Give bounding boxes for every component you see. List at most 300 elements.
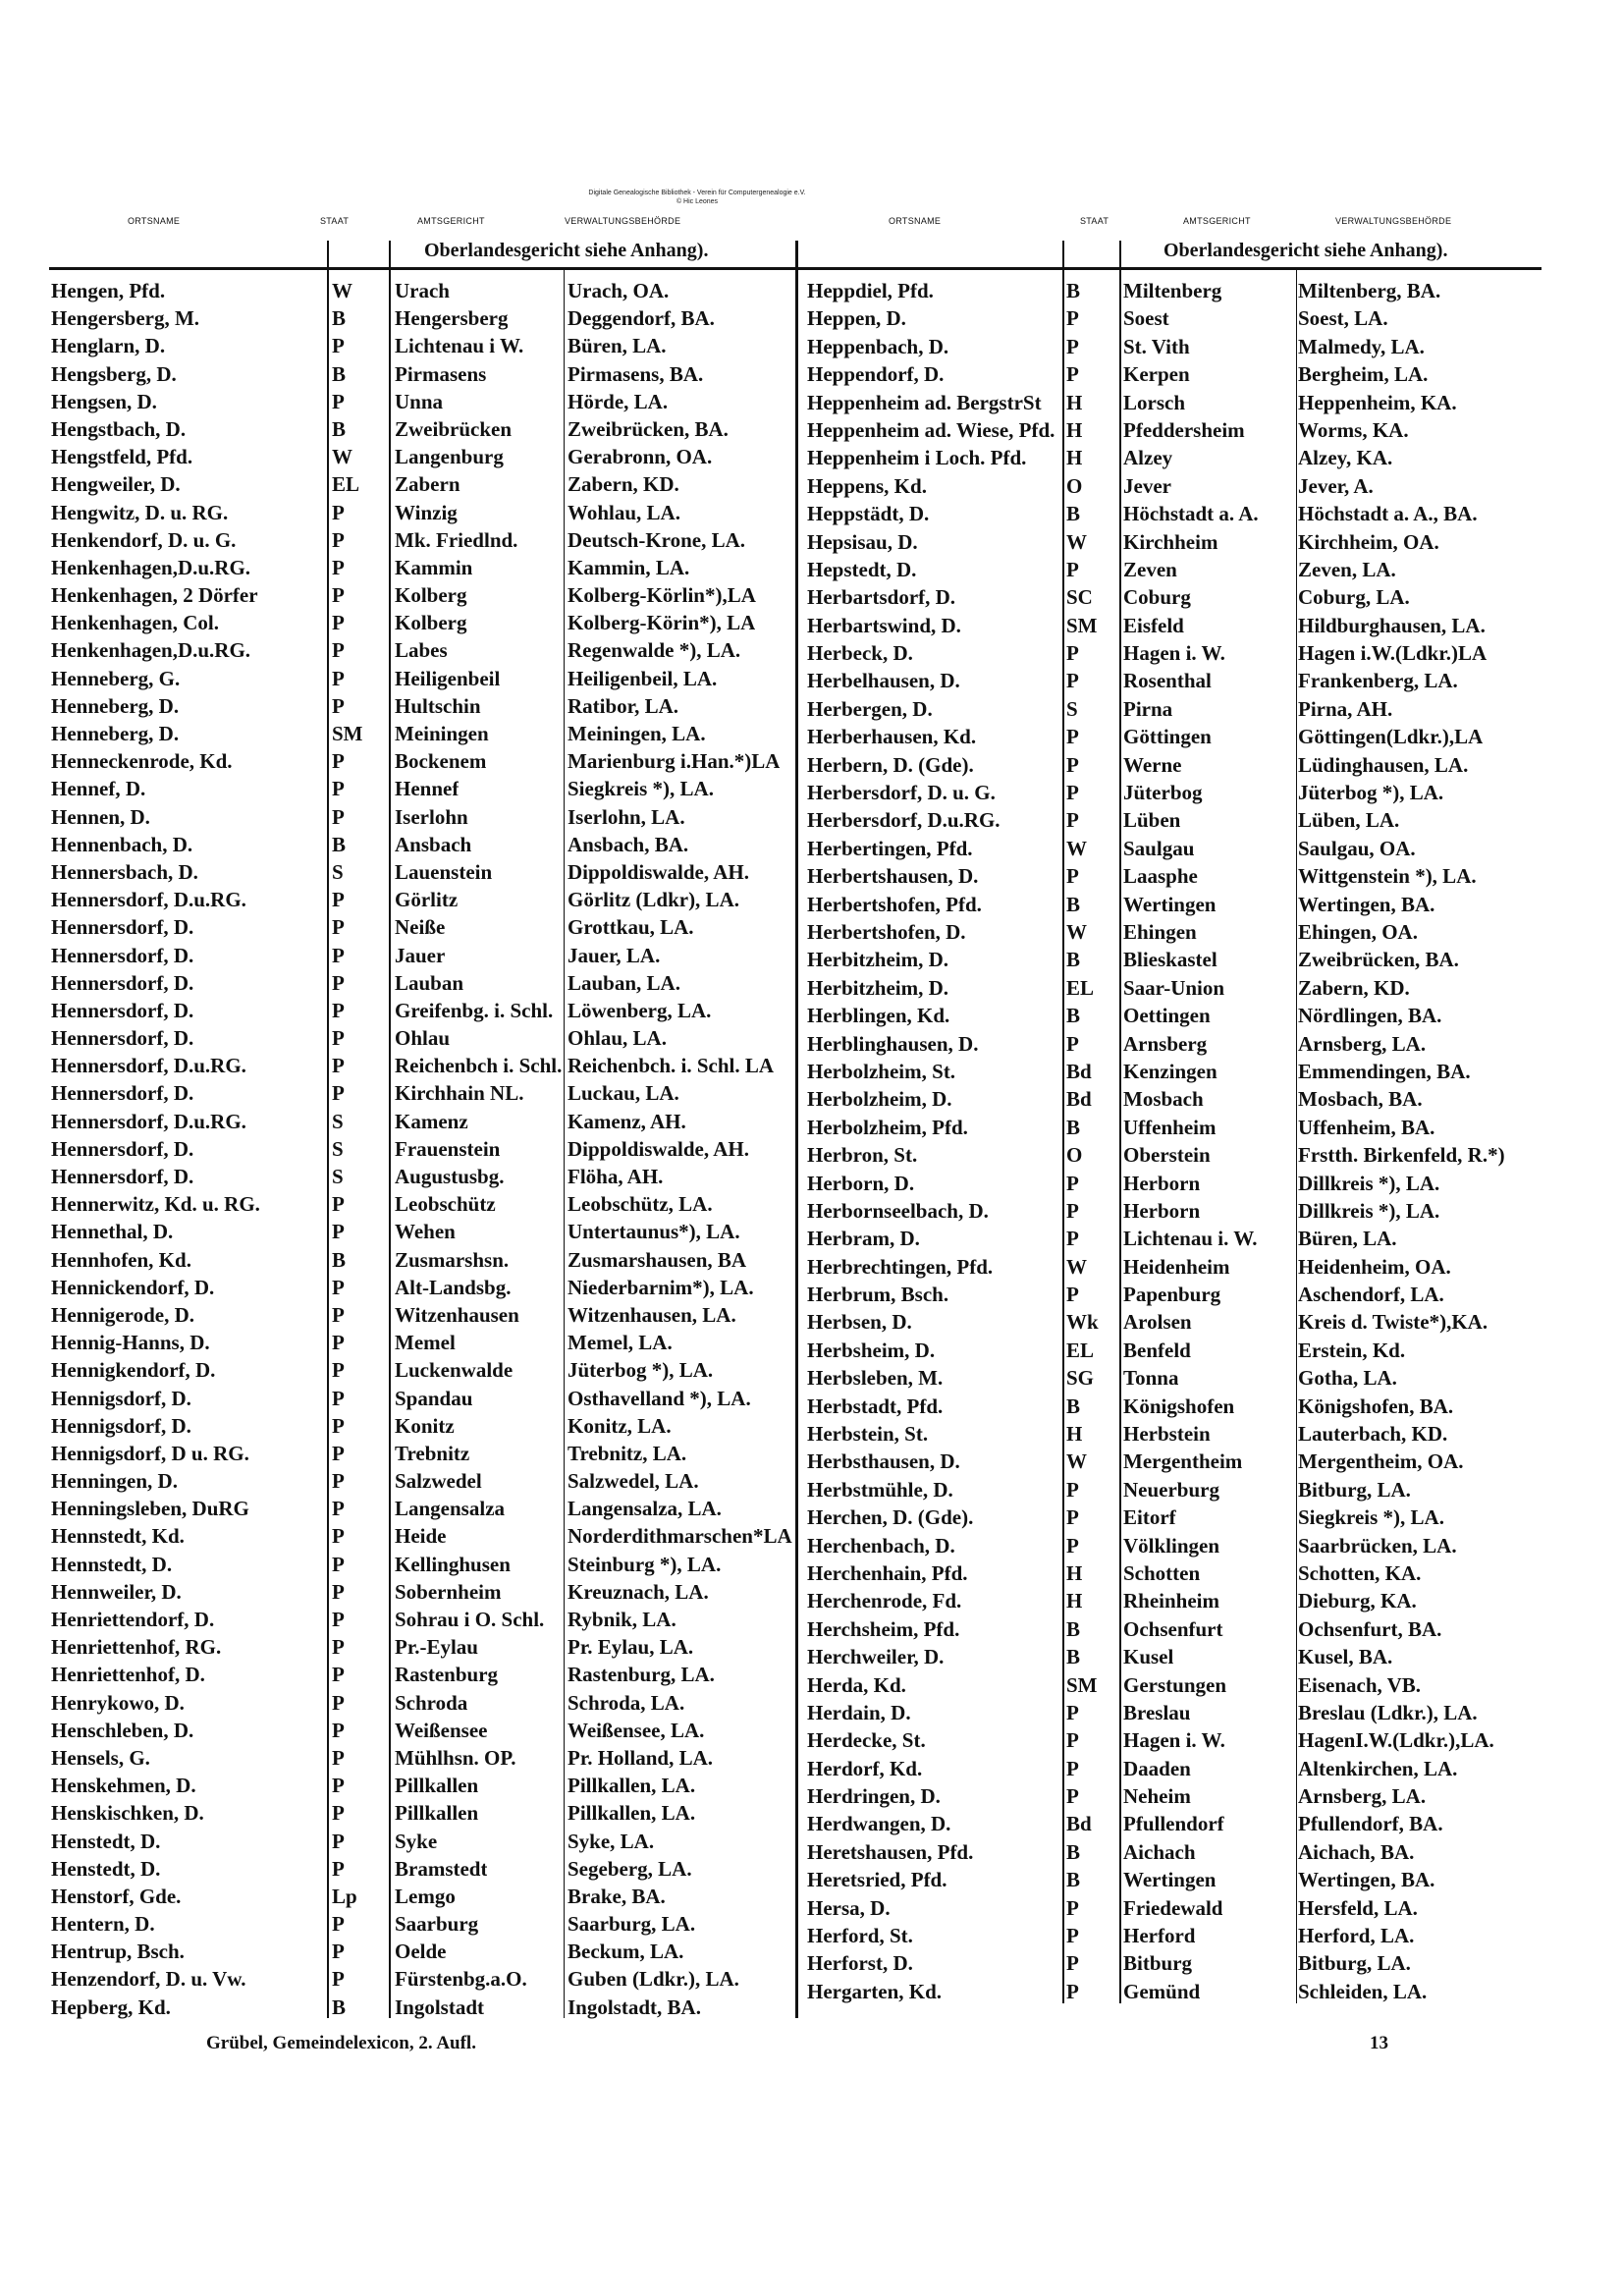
table-row xyxy=(807,444,1543,471)
cell-amtsgericht: Zusmarshsn. xyxy=(395,1247,510,1272)
cell-amtsgericht: Lauenstein xyxy=(395,859,493,884)
table-row xyxy=(807,1281,1543,1308)
cell-staat: P xyxy=(1066,725,1079,749)
cell-verwaltungsbehoerde: Frankenberg, LA. xyxy=(1298,669,1458,693)
cell-staat: B xyxy=(1066,892,1081,916)
cell-ortsname: Hennethal, D. xyxy=(51,1220,174,1244)
cell-ortsname: Hennigsdorf, D. xyxy=(51,1386,191,1410)
table-row xyxy=(807,1364,1543,1392)
cell-ortsname: Herbertshofen, Pfd. xyxy=(807,892,982,916)
cell-ortsname: Herbelhausen, D. xyxy=(807,669,960,693)
cell-verwaltungsbehoerde: Büren, LA. xyxy=(568,334,667,358)
cell-verwaltungsbehoerde: Deggendorf, BA. xyxy=(568,306,715,331)
cell-verwaltungsbehoerde: Siegkreis *), LA. xyxy=(568,777,714,801)
subheader: Oberlandesgericht siehe Anhang). xyxy=(424,240,709,261)
cell-staat: P xyxy=(332,389,345,413)
cell-amtsgericht: Herbstein xyxy=(1123,1422,1211,1447)
cell-ortsname: Hersa, D. xyxy=(807,1895,891,1920)
header-verwaltung: VERWALTUNGSBEHÖRDE xyxy=(565,216,681,226)
cell-verwaltungsbehoerde: Kirchheim, OA. xyxy=(1298,529,1439,554)
table-row xyxy=(807,304,1543,332)
cell-staat: P xyxy=(332,666,345,690)
cell-verwaltungsbehoerde: Alzey, KA. xyxy=(1298,446,1393,470)
cell-amtsgericht: St. Vith xyxy=(1123,334,1190,358)
table-row xyxy=(807,1894,1543,1922)
cell-staat: P xyxy=(332,1552,345,1576)
cell-ortsname: Herbeck, D. xyxy=(807,641,913,666)
table-row xyxy=(51,1883,792,1910)
table-row xyxy=(51,997,792,1024)
header-amtsgericht: AMTSGERICHT xyxy=(1183,216,1251,226)
table-row xyxy=(51,1799,792,1827)
cell-verwaltungsbehoerde: Jever, A. xyxy=(1298,473,1374,498)
cell-staat: P xyxy=(332,1579,345,1604)
cell-amtsgericht: Lichtenau i. W. xyxy=(1123,1227,1258,1251)
cell-ortsname: Heppen, D. xyxy=(807,306,906,331)
table-row xyxy=(807,1643,1543,1670)
table-row xyxy=(51,304,792,332)
table-row xyxy=(51,1689,792,1717)
cell-amtsgericht: Görlitz xyxy=(395,888,459,912)
table-row xyxy=(807,779,1543,806)
cell-amtsgericht: Jauer xyxy=(395,943,446,967)
cell-ortsname: Henneberg, D. xyxy=(51,693,180,718)
cell-staat: P xyxy=(332,943,345,967)
cell-verwaltungsbehoerde: Herford, LA. xyxy=(1298,1924,1415,1948)
cell-verwaltungsbehoerde: Aschendorf, LA. xyxy=(1298,1283,1444,1307)
cell-staat: W xyxy=(1066,529,1087,554)
cell-staat: P xyxy=(332,1413,345,1438)
cell-staat: P xyxy=(332,1829,345,1853)
cell-amtsgericht: Alt-Landsbg. xyxy=(395,1275,512,1299)
cell-staat: SM xyxy=(1066,613,1098,637)
cell-verwaltungsbehoerde: Regenwalde *), LA. xyxy=(568,638,741,663)
cell-amtsgericht: Salzwedel xyxy=(395,1469,482,1494)
table-row xyxy=(807,472,1543,500)
cell-ortsname: Henriettenhof, D. xyxy=(51,1663,205,1687)
cell-verwaltungsbehoerde: Kolberg-Körin*), LA xyxy=(568,611,756,635)
cell-staat: P xyxy=(332,555,345,579)
table-row xyxy=(51,692,792,720)
cell-ortsname: Hennersdorf, D.u.RG. xyxy=(51,1054,246,1078)
cell-ortsname: Herbertshausen, D. xyxy=(807,864,979,889)
cell-verwaltungsbehoerde: Ansbach, BA. xyxy=(568,832,689,856)
cell-ortsname: Herbolzheim, D. xyxy=(807,1087,952,1112)
cell-verwaltungsbehoerde: Ochsenfurt, BA. xyxy=(1298,1616,1442,1641)
table-row xyxy=(807,1030,1543,1058)
cell-amtsgericht: Fürstenbg.a.O. xyxy=(395,1967,527,1992)
cell-ortsname: Herchen, D. (Gde). xyxy=(807,1505,974,1530)
cell-ortsname: Herbartswind, D. xyxy=(807,613,961,637)
cell-verwaltungsbehoerde: Soest, LA. xyxy=(1298,306,1388,331)
table-row xyxy=(807,1615,1543,1643)
table-row xyxy=(807,1532,1543,1559)
table-row xyxy=(51,470,792,498)
cell-verwaltungsbehoerde: Untertaunus*), LA. xyxy=(568,1220,740,1244)
cell-staat: P xyxy=(332,1441,345,1465)
cell-amtsgericht: Aichach xyxy=(1123,1839,1196,1864)
cell-amtsgericht: Daaden xyxy=(1123,1756,1191,1780)
table-row xyxy=(807,1671,1543,1699)
cell-verwaltungsbehoerde: Jüterbog *), LA. xyxy=(1298,781,1444,805)
cell-verwaltungsbehoerde: Hörde, LA. xyxy=(568,389,669,413)
cell-ortsname: Henschleben, D. xyxy=(51,1718,194,1742)
cell-verwaltungsbehoerde: Kreis d. Twiste*),KA. xyxy=(1298,1310,1488,1335)
cell-staat: P xyxy=(1066,1477,1079,1502)
cell-staat: B xyxy=(1066,1868,1081,1892)
cell-ortsname: Hentern, D. xyxy=(51,1912,155,1937)
cell-staat: P xyxy=(332,1524,345,1549)
cell-verwaltungsbehoerde: Segeberg, LA. xyxy=(568,1856,692,1881)
cell-amtsgericht: Papenburg xyxy=(1123,1283,1221,1307)
cell-ortsname: Herbsthausen, D. xyxy=(807,1449,960,1474)
cell-ortsname: Herchenrode, Fd. xyxy=(807,1589,962,1613)
cell-verwaltungsbehoerde: Bergheim, LA. xyxy=(1298,362,1429,387)
cell-verwaltungsbehoerde: Memel, LA. xyxy=(568,1331,673,1355)
table-row xyxy=(51,1440,792,1467)
cell-ortsname: Herda, Kd. xyxy=(807,1672,906,1697)
cell-amtsgericht: Memel xyxy=(395,1331,456,1355)
cell-amtsgericht: Weißensee xyxy=(395,1718,488,1742)
cell-staat: P xyxy=(1066,1171,1079,1195)
table-row xyxy=(51,1551,792,1578)
cell-verwaltungsbehoerde: Ehingen, OA. xyxy=(1298,919,1418,944)
cell-staat: P xyxy=(1066,641,1079,666)
cell-ortsname: Herchweiler, D. xyxy=(807,1645,945,1669)
table-row xyxy=(807,360,1543,388)
cell-ortsname: Hennef, D. xyxy=(51,777,146,801)
cell-amtsgericht: Zabern xyxy=(395,472,460,497)
cell-ortsname: Hennig-Hanns, D. xyxy=(51,1331,210,1355)
cell-staat: P xyxy=(1066,1533,1079,1558)
cell-verwaltungsbehoerde: Salzwedel, LA. xyxy=(568,1469,699,1494)
cell-ortsname: Herberhausen, Kd. xyxy=(807,725,977,749)
cell-verwaltungsbehoerde: Kusel, BA. xyxy=(1298,1645,1393,1669)
cell-staat: P xyxy=(332,777,345,801)
cell-ortsname: Henningen, D. xyxy=(51,1469,178,1494)
cell-amtsgericht: Herford xyxy=(1123,1924,1196,1948)
cell-ortsname: Henrykowo, D. xyxy=(51,1690,185,1715)
cell-ortsname: Herbertingen, Pfd. xyxy=(807,836,973,860)
cell-ortsname: Hepstedt, D. xyxy=(807,557,917,581)
table-row xyxy=(807,1308,1543,1336)
table-row xyxy=(51,1828,792,1855)
cell-ortsname: Herbitzheim, D. xyxy=(807,975,949,1000)
cell-staat: P xyxy=(332,334,345,358)
table-row xyxy=(807,918,1543,946)
cell-staat: O xyxy=(1066,1143,1083,1168)
cell-staat: P xyxy=(332,1026,345,1051)
cell-staat: EL xyxy=(1066,975,1095,1000)
cell-amtsgericht: Trebnitz xyxy=(395,1441,470,1465)
table-row xyxy=(51,1412,792,1440)
cell-amtsgericht: Kolberg xyxy=(395,583,467,608)
table-row xyxy=(51,1938,792,1965)
cell-verwaltungsbehoerde: Schroda, LA. xyxy=(568,1690,685,1715)
table-row xyxy=(51,1218,792,1245)
cell-ortsname: Herborn, D. xyxy=(807,1171,915,1195)
cell-ortsname: Herbolzheim, Pfd. xyxy=(807,1115,968,1139)
cell-staat: P xyxy=(332,1302,345,1327)
cell-ortsname: Hennersdorf, D.u.RG. xyxy=(51,888,246,912)
cell-ortsname: Heppens, Kd. xyxy=(807,473,927,498)
cell-verwaltungsbehoerde: Bitburg, LA. xyxy=(1298,1951,1411,1976)
cell-verwaltungsbehoerde: Pillkallen, LA. xyxy=(568,1774,696,1798)
cell-verwaltungsbehoerde: Coburg, LA. xyxy=(1298,585,1410,610)
cell-staat: P xyxy=(1066,1283,1079,1307)
cell-staat: P xyxy=(332,915,345,940)
cell-staat: P xyxy=(332,1358,345,1383)
cell-verwaltungsbehoerde: Worms, KA. xyxy=(1298,417,1409,442)
cell-amtsgericht: Urach xyxy=(395,279,450,302)
cell-verwaltungsbehoerde: Heidenheim, OA. xyxy=(1298,1254,1451,1279)
cell-staat: P xyxy=(332,500,345,524)
cell-verwaltungsbehoerde: Mergentheim, OA. xyxy=(1298,1449,1464,1474)
cell-staat: P xyxy=(1066,334,1079,358)
cell-ortsname: Henkendorf, D. u. G. xyxy=(51,527,237,552)
cell-amtsgericht: Unna xyxy=(395,389,444,413)
table-row xyxy=(807,1699,1543,1726)
cell-verwaltungsbehoerde: Emmendingen, BA. xyxy=(1298,1059,1471,1083)
table-row xyxy=(51,886,792,913)
cell-amtsgericht: Oelde xyxy=(395,1940,447,1964)
cell-staat: P xyxy=(1066,781,1079,805)
cell-ortsname: Hennersdorf, D. xyxy=(51,943,194,967)
cell-staat: P xyxy=(332,1608,345,1631)
cell-ortsname: Hennersdorf, D. xyxy=(51,970,194,995)
cell-amtsgericht: Lemgo xyxy=(395,1884,456,1908)
table-row xyxy=(807,528,1543,556)
table-row xyxy=(807,1225,1543,1252)
table-row xyxy=(51,1246,792,1274)
cell-amtsgericht: Konitz xyxy=(395,1413,455,1438)
cell-staat: P xyxy=(332,1801,345,1826)
cell-staat: P xyxy=(332,1054,345,1078)
cell-verwaltungsbehoerde: Frstth. Birkenfeld, R.*) xyxy=(1298,1143,1505,1168)
cell-staat: P xyxy=(332,1718,345,1742)
cell-ortsname: Henstedt, D. xyxy=(51,1856,161,1881)
header-verwaltung: VERWALTUNGSBEHÖRDE xyxy=(1335,216,1452,226)
cell-verwaltungsbehoerde: Beckum, LA. xyxy=(568,1940,684,1964)
cell-ortsname: Herbstadt, Pfd. xyxy=(807,1394,944,1418)
cell-staat: H xyxy=(1066,1422,1083,1447)
cell-amtsgericht: Gerstungen xyxy=(1123,1672,1226,1697)
cell-ortsname: Herbstein, St. xyxy=(807,1422,929,1447)
cell-ortsname: Hengen, Pfd. xyxy=(51,279,166,302)
cell-ortsname: Herchenhain, Pfd. xyxy=(807,1560,968,1585)
cell-amtsgericht: Syke xyxy=(395,1829,438,1853)
cell-amtsgericht: Langenburg xyxy=(395,445,504,469)
cell-verwaltungsbehoerde: Urach, OA. xyxy=(568,279,670,302)
cell-staat: W xyxy=(332,279,352,302)
table-row xyxy=(51,969,792,997)
table-row xyxy=(807,1002,1543,1029)
cell-verwaltungsbehoerde: Höchstadt a. A., BA. xyxy=(1298,502,1478,526)
cell-staat: SC xyxy=(1066,585,1093,610)
header-ortsname: ORTSNAME xyxy=(889,216,942,226)
cell-staat: P xyxy=(332,1967,345,1992)
cell-ortsname: Herbergen, D. xyxy=(807,696,933,721)
cell-amtsgericht: Kenzingen xyxy=(1123,1059,1217,1083)
cell-ortsname: Herbersdorf, D.u.RG. xyxy=(807,808,1001,833)
table-row xyxy=(51,1274,792,1301)
cell-amtsgericht: Saulgau xyxy=(1123,836,1195,860)
cell-ortsname: Hennstedt, D. xyxy=(51,1552,173,1576)
cell-amtsgericht: Lorsch xyxy=(1123,390,1185,414)
cell-amtsgericht: Luckenwalde xyxy=(395,1358,514,1383)
cell-verwaltungsbehoerde: Kolberg-Körlin*),LA xyxy=(568,583,756,608)
cell-staat: B xyxy=(332,832,347,856)
cell-amtsgericht: Völklingen xyxy=(1123,1533,1220,1558)
table-row xyxy=(807,1197,1543,1225)
cell-ortsname: Henglarn, D. xyxy=(51,334,166,358)
table-row xyxy=(807,1810,1543,1837)
table-row xyxy=(807,416,1543,444)
table-row xyxy=(807,751,1543,779)
table-row xyxy=(807,1420,1543,1448)
cell-staat: Bd xyxy=(1066,1059,1092,1083)
cell-amtsgericht: Bockenem xyxy=(395,749,487,774)
table-row xyxy=(807,891,1543,918)
cell-amtsgericht: Pfullendorf xyxy=(1123,1812,1224,1836)
cell-ortsname: Hengwitz, D. u. RG. xyxy=(51,500,229,524)
cell-verwaltungsbehoerde: Marienburg i.Han.*)LA xyxy=(568,749,781,774)
cell-ortsname: Herbern, D. (Gde). xyxy=(807,752,974,777)
cell-amtsgericht: Langensalza xyxy=(395,1497,506,1521)
table-row xyxy=(807,1503,1543,1531)
cell-amtsgericht: Sohrau i O. Schl. xyxy=(395,1608,545,1631)
cell-amtsgericht: Greifenbg. i. Schl. xyxy=(395,998,554,1022)
cell-amtsgericht: Saarburg xyxy=(395,1912,479,1937)
table-row xyxy=(51,554,792,581)
cell-verwaltungsbehoerde: Pirna, AH. xyxy=(1298,696,1393,721)
cell-amtsgericht: Hengersberg xyxy=(395,306,509,331)
cell-amtsgericht: Herborn xyxy=(1123,1171,1201,1195)
cell-ortsname: Hengsberg, D. xyxy=(51,361,177,386)
cell-staat: P xyxy=(332,638,345,663)
cell-ortsname: Henskischken, D. xyxy=(51,1801,204,1826)
cell-verwaltungsbehoerde: Syke, LA. xyxy=(568,1829,655,1853)
cell-verwaltungsbehoerde: Zabern, KD. xyxy=(1298,975,1410,1000)
cell-staat: P xyxy=(1066,1895,1079,1920)
cell-verwaltungsbehoerde: Wertingen, BA. xyxy=(1298,1868,1435,1892)
table-row xyxy=(51,1994,792,2021)
cell-verwaltungsbehoerde: Göttingen(Ldkr.),LA xyxy=(1298,725,1484,749)
cell-ortsname: Herbertshofen, D. xyxy=(807,919,966,944)
cell-verwaltungsbehoerde: Guben (Ldkr.), LA. xyxy=(568,1967,739,1992)
cell-verwaltungsbehoerde: Schotten, KA. xyxy=(1298,1560,1422,1585)
cell-amtsgericht: Meiningen xyxy=(395,722,489,745)
table-row xyxy=(51,360,792,388)
cell-staat: P xyxy=(332,583,345,608)
cell-ortsname: Hennstedt, Kd. xyxy=(51,1524,185,1549)
cell-staat: P xyxy=(332,1635,345,1660)
cell-staat: P xyxy=(1066,1784,1079,1809)
cell-verwaltungsbehoerde: Steinburg *), LA. xyxy=(568,1552,722,1576)
table-row xyxy=(51,1079,792,1107)
cell-verwaltungsbehoerde: Iserlohn, LA. xyxy=(568,804,685,829)
table-row xyxy=(51,831,792,858)
cell-amtsgericht: Kirchhain NL. xyxy=(395,1081,524,1106)
cell-amtsgericht: Wehen xyxy=(395,1220,456,1244)
cell-verwaltungsbehoerde: Jauer, LA. xyxy=(568,943,661,967)
cell-staat: P xyxy=(1066,1198,1079,1223)
table-row xyxy=(807,556,1543,583)
table-row xyxy=(51,720,792,747)
cell-ortsname: Herbrum, Bsch. xyxy=(807,1283,949,1307)
cell-ortsname: Hennersdorf, D.u.RG. xyxy=(51,1109,246,1133)
cell-verwaltungsbehoerde: Saarbrücken, LA. xyxy=(1298,1533,1457,1558)
cell-verwaltungsbehoerde: Siegkreis *), LA. xyxy=(1298,1505,1444,1530)
cell-verwaltungsbehoerde: Malmedy, LA. xyxy=(1298,334,1425,358)
cell-amtsgericht: Kamenz xyxy=(395,1109,468,1133)
table-row xyxy=(51,1744,792,1772)
cell-staat: W xyxy=(332,445,352,469)
cell-verwaltungsbehoerde: Bitburg, LA. xyxy=(1298,1477,1411,1502)
cell-staat: Bd xyxy=(1066,1087,1092,1112)
table-row xyxy=(807,974,1543,1002)
cell-staat: B xyxy=(1066,1616,1081,1641)
cell-staat: P xyxy=(1066,1700,1079,1724)
table-row xyxy=(51,1965,792,1993)
table-row xyxy=(51,665,792,692)
cell-verwaltungsbehoerde: Altenkirchen, LA. xyxy=(1298,1756,1458,1780)
cell-verwaltungsbehoerde: Rybnik, LA. xyxy=(568,1608,676,1631)
cell-ortsname: Hennweiler, D. xyxy=(51,1579,182,1604)
cell-staat: P xyxy=(332,1220,345,1244)
table-row xyxy=(51,1024,792,1052)
cell-ortsname: Herford, St. xyxy=(807,1924,913,1948)
table-row xyxy=(51,747,792,775)
table-row xyxy=(51,803,792,831)
table-row xyxy=(51,1356,792,1384)
cell-staat: B xyxy=(1066,948,1081,972)
cell-amtsgericht: Iserlohn xyxy=(395,804,468,829)
cell-verwaltungsbehoerde: Dillkreis *), LA. xyxy=(1298,1198,1440,1223)
cell-amtsgericht: Neheim xyxy=(1123,1784,1191,1809)
cell-amtsgericht: Miltenberg xyxy=(1123,279,1222,302)
cell-verwaltungsbehoerde: Saarburg, LA. xyxy=(568,1912,696,1937)
page-number: 13 xyxy=(1370,2033,1388,2053)
cell-staat: P xyxy=(332,1081,345,1106)
cell-ortsname: Henstorf, Gde. xyxy=(51,1884,182,1908)
cell-verwaltungsbehoerde: Büren, LA. xyxy=(1298,1227,1397,1251)
cell-ortsname: Hennerwitz, Kd. u. RG. xyxy=(51,1192,260,1217)
cell-staat: P xyxy=(332,693,345,718)
cell-amtsgericht: Werne xyxy=(1123,752,1182,777)
cell-amtsgericht: Kerpen xyxy=(1123,362,1190,387)
cell-verwaltungsbehoerde: Breslau (Ldkr.), LA. xyxy=(1298,1700,1478,1724)
cell-amtsgericht: Frauenstein xyxy=(395,1136,501,1161)
cell-staat: P xyxy=(332,1690,345,1715)
cell-verwaltungsbehoerde: Arnsberg, LA. xyxy=(1298,1784,1427,1809)
header-ortsname: ORTSNAME xyxy=(128,216,181,226)
cell-staat: EL xyxy=(1066,1338,1095,1362)
table-row xyxy=(51,942,792,969)
table-row xyxy=(51,1717,792,1744)
cell-staat: P xyxy=(332,1856,345,1881)
table-row xyxy=(51,1108,792,1135)
cell-staat: O xyxy=(1066,473,1083,498)
cell-ortsname: Herbartsdorf, D. xyxy=(807,585,956,610)
cell-verwaltungsbehoerde: Zusmarshausen, BA xyxy=(568,1247,747,1272)
cell-amtsgericht: Kolberg xyxy=(395,611,467,635)
cell-staat: P xyxy=(1066,1031,1079,1056)
cell-amtsgericht: Rastenburg xyxy=(395,1663,499,1687)
cell-verwaltungsbehoerde: Arnsberg, LA. xyxy=(1298,1031,1427,1056)
cell-verwaltungsbehoerde: HagenI.W.(Ldkr.),LA. xyxy=(1298,1728,1494,1753)
cell-staat: P xyxy=(332,1386,345,1410)
